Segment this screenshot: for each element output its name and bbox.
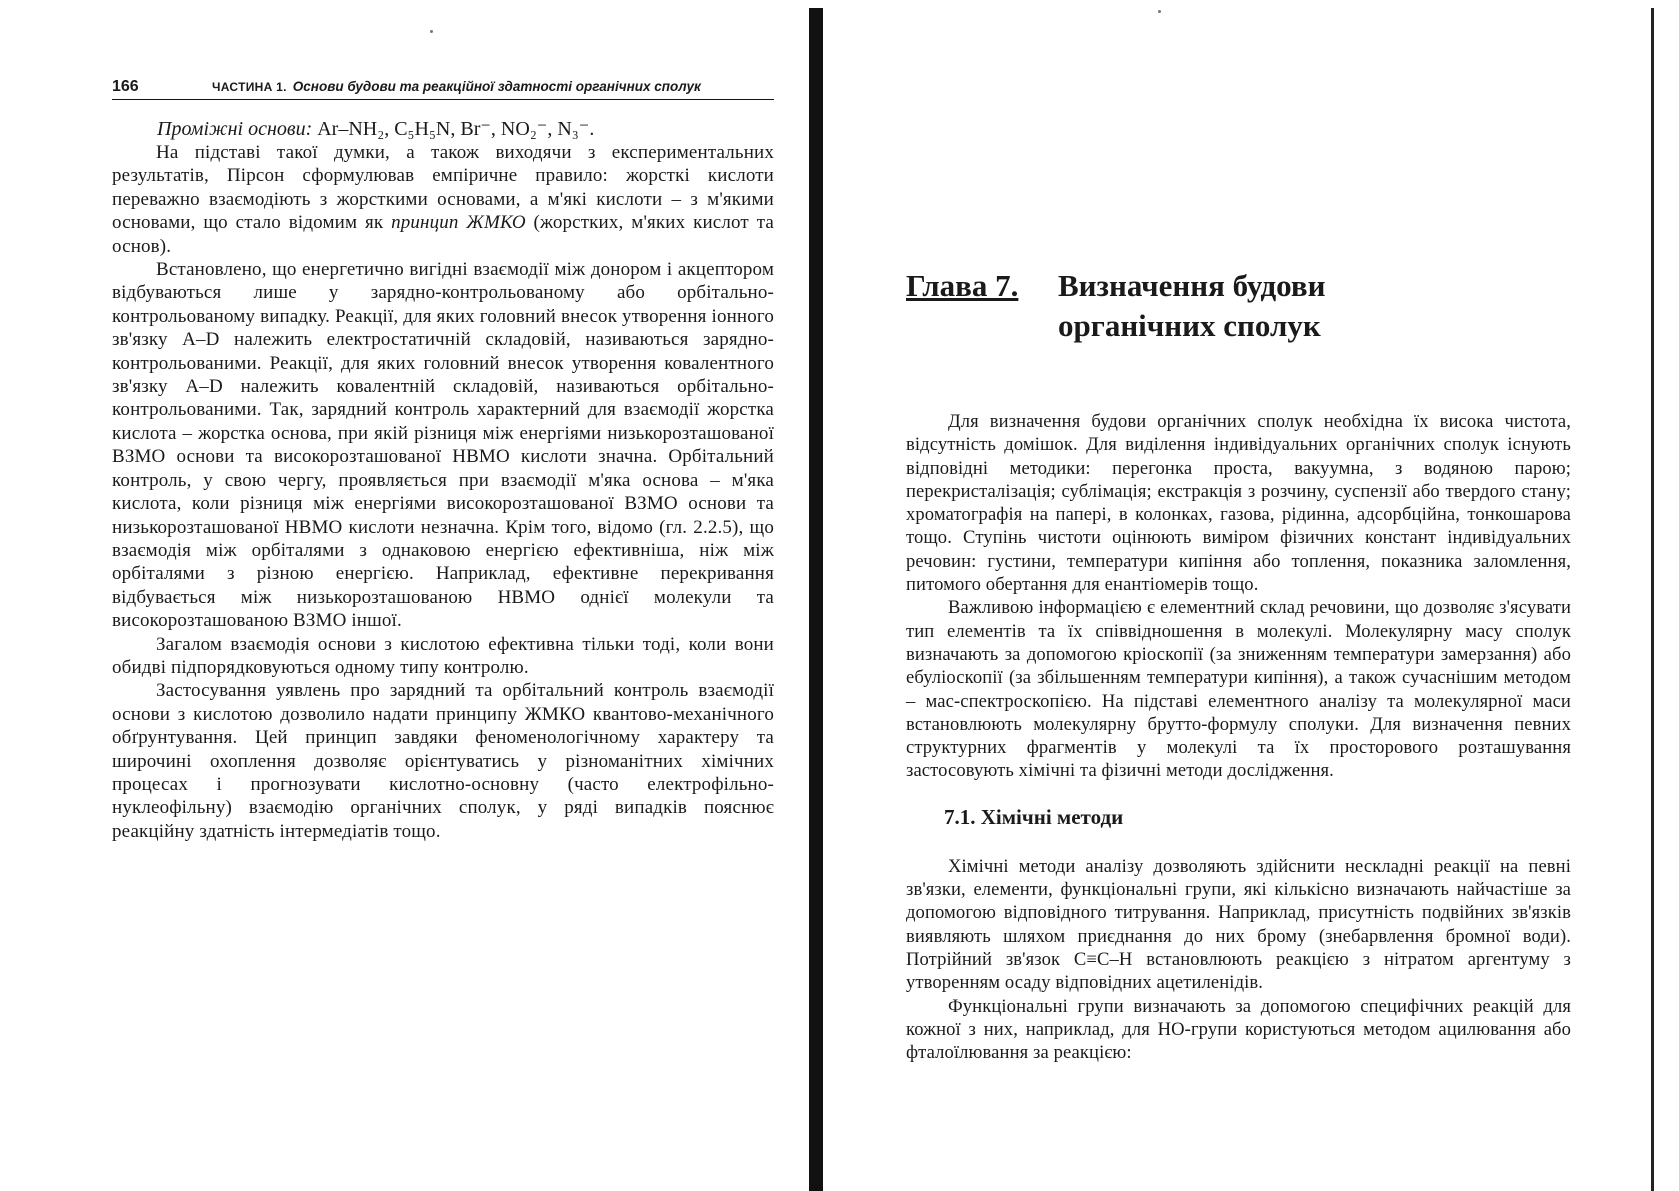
intermediate-bases-label: Проміжні основи: bbox=[157, 118, 313, 140]
chapter-heading bbox=[906, 266, 1571, 346]
part-label: ЧАСТИНА 1. bbox=[212, 80, 287, 94]
paragraph bbox=[112, 633, 774, 680]
paragraph: Хімічні методи аналізу дозволяють здійснити нескладні реакції на певні зв'язки, елементи, функціональні групи, які кількісно визначають найчастіше за допомогою відповідного титрування. Наприклад, присутність подвійних зв'язків виявляють шляхом приєднання до них брому (знебарвлення бромної води). Потрійний зв'язок C≡C–H встановлюють реакцією з нітратом аргентуму з утворенням осаду відповідних ацетиленідів. bbox=[906, 855, 1571, 994]
book-spine-shadow bbox=[809, 8, 823, 1191]
paragraph-text: Встановлено, що енергетично вигідні взаємодії між донором і акцептором відбуваються лише у зарядно-контрольованому або орбітально-контрольованому випадку. Реакції, для яких головний внесок утворення іонного зв'язку A–D належить електростатичній складовій, називаються зарядно-контрольованими. Реакції, для яких головний внесок утворення ковалентного зв'язку A–D належить ковалентній складовій, називаються орбітально-контрольованими. Так, зарядний контроль характерний для взаємодії жорстка кислота – жорстка основа, при якій різниця між енергіями низькорозташованої ВЗМО основи та високорозташованої НВМО кислоти значна. Орбітальний контроль, у свою чергу, проявляється при взаємодії м'яка основа – м'яка кислота, коли різниця між енергіями високорозташованої ВЗМО основи та низькорозташованої НВМО кислоти незначна. Крім того, відомо (гл. 2.2.5), що взаємодія між орбіталями з однаковою енергією ефективніша, ніж між орбіталями з різною енергією. Наприклад, ефективне перекривання відбувається між низькорозташованою НВМО однієї молекули та високорозташованою ВЗМО іншої. bbox=[112, 259, 774, 632]
running-head bbox=[112, 78, 774, 100]
paragraph: Важливою інформацією є елементний склад речовини, що дозволяє з'ясувати тип елементів та їх співвідношення в молекулі. Молекулярну масу сполук визначають за допомогою кріоскопії (за зниженням температури замерзання) або ебуліоскопії (за збільшенням температури кипіння), а також сучаснішим методом – мас-спектроскопією. На підставі елементного аналізу та молекулярної маси встановлюють молекулярну брутто-формулу сполуки. Для визначення певних структурних фрагментів у молекулі та їх просторового розташування застосовують хімічні та фізичні методи дослідження. bbox=[906, 597, 1571, 782]
paragraph: Функціональні групи визначають за допомогою специфічних реакцій для кожної з них, наприклад, для HO-групи користуються методом ацилювання або фталоїлювання за реакцією: bbox=[906, 995, 1571, 1064]
intermediate-bases-line bbox=[112, 118, 774, 141]
paragraph-text: Загалом взаємодія основи з кислотою ефективна тільки тоді, коли вони обидві підпорядковуються одному типу контролю. bbox=[112, 633, 774, 678]
right-page bbox=[906, 266, 1571, 1064]
scan-speck bbox=[430, 30, 433, 33]
part-title: Основи будови та реакційної здатності органічних сполук bbox=[292, 79, 701, 94]
page-edge-line bbox=[1651, 8, 1654, 1191]
paragraph-italic-term: принцип ЖМКО bbox=[391, 212, 526, 234]
chapter-title: Визначення будови органічних сполук bbox=[1058, 268, 1326, 343]
scan-speck bbox=[1158, 10, 1161, 13]
left-page bbox=[112, 78, 774, 843]
paragraph bbox=[112, 141, 774, 258]
paragraph bbox=[112, 679, 774, 843]
paragraph bbox=[112, 258, 774, 633]
paragraph-text: На підставі такої думки, а також виходячи з експериментальних результатів, Пірсон сформулював емпіричне правило: жорсткі кислоти переважно взаємодіють з жорсткими основами, а м'які кислоти – з м'якими основами, що стало відомим як bbox=[112, 142, 774, 234]
paragraph: Для визначення будови органічних сполук необхідна їх висока чистота, відсутність домішок. Для виділення індивідуальних органічних сполук існують відповідні методики: перегонка проста, вакуумна, з водяною парою; перекристалізація; сублімація; екстракція з розчину, суспензії або твердого стану; хроматографія на папері, в колонках, газова, рідинна, адсорбційна, тонкошарова тощо. Ступінь чистоти оцінюють виміром фізичних констант індивідуальних речовин: густини, температури кипіння або топлення, показника заломлення, питомого обертання для енантіомерів тощо. bbox=[906, 411, 1571, 596]
paragraph-text: Застосування уявлень про зарядний та орбітальний контроль взаємодії основи з кислотою дозволило надати принципу ЖМКО квантово-механічного обґрунтування. Цей принцип завдяки феноменологічному характеру та широчині охоплення дозволяє орієнтуватись у різноманітних хімічних процесах і прогнозувати кислотно-основну (часто електрофільно-нуклеофільну) взаємодію органічних сполук, у ряді випадків пояснює реакційну здатність інтермедіатів тощо. bbox=[112, 680, 774, 842]
paragraph-text: (жорстких, м'яких кислот та основ). bbox=[112, 212, 774, 257]
intermediate-bases-formula: Ar–NH₂, C₅H₅N, Br⁻, NO₂⁻, N₃⁻. bbox=[317, 118, 595, 140]
chapter-number: Глава 7. bbox=[906, 268, 1019, 303]
page-number: 166 bbox=[112, 78, 139, 95]
section-heading: 7.1. Хімічні методи bbox=[944, 804, 1124, 829]
